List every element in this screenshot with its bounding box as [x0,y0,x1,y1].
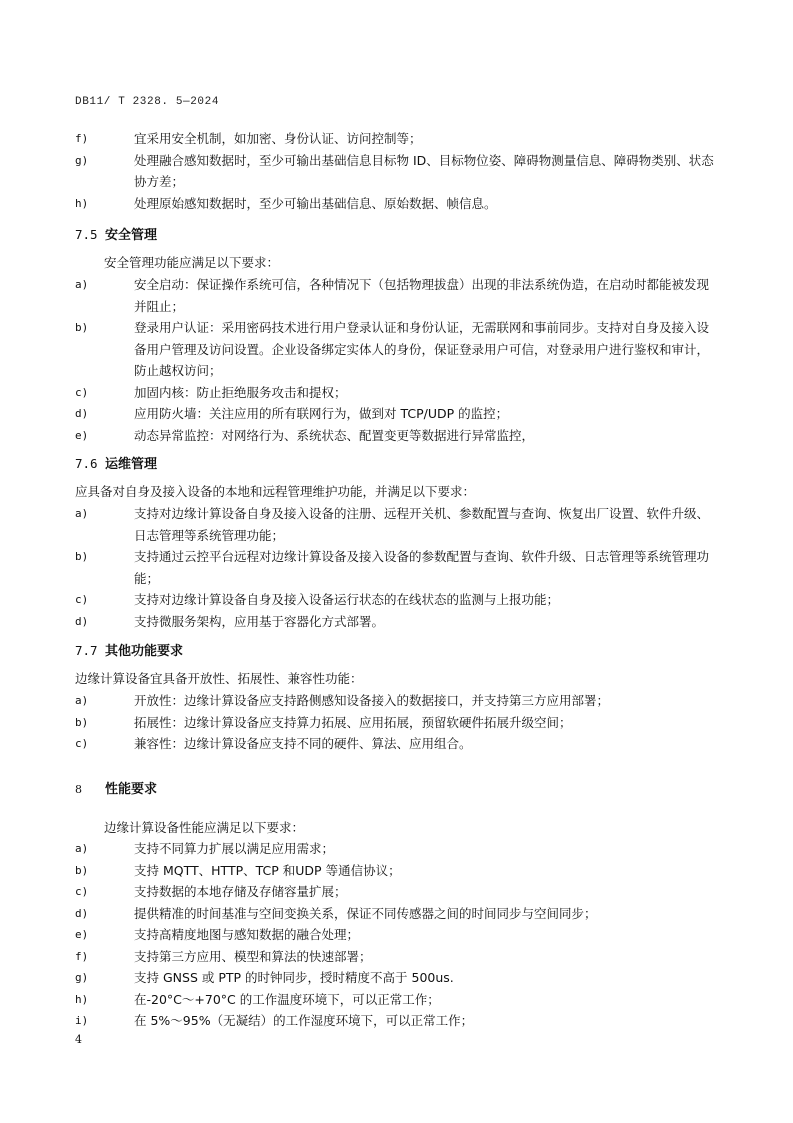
list-text: 处理原始感知数据时，至少可输出基础信息、原始数据、帧信息。 [134,195,497,211]
section-heading-7-7 [75,640,183,659]
list-text: 安全启动：保证操作系统可信，各种情况下（包括物理拔盘）出现的非法系统伪造，在启动时都能被发现并阻止； [134,277,710,314]
list-item [75,274,715,317]
list-item [75,860,715,882]
list-item [75,733,715,755]
list-marker: i) [75,1014,89,1027]
list-text: 处理融合感知数据时，至少可输出基础信息目标物 ID、目标物位姿、障碍物测量信息、障碍物类别、状态协方差； [134,152,714,189]
list-text: 在-20°C～+70°C 的工作温度环境下，可以正常工作； [134,991,440,1007]
list-marker: c) [75,737,89,750]
document-code-header: DB11/ T 2328. 5—2024 [75,96,220,108]
list-marker: e) [75,428,89,442]
list-marker: f) [75,132,89,145]
list-marker: c) [75,885,89,898]
list-marker: a) [75,507,89,520]
section-title: 安全管理 [105,228,158,243]
list-text: 支持 GNSS 或 PTP 的时钟同步，授时精度不高于 500us. [134,970,454,985]
list-marker: h) [75,196,89,210]
list-marker: b) [75,863,89,877]
list-marker: h) [75,992,89,1006]
list-text: 拓展性：边缘计算设备应支持算力拓展、应用拓展，预留软硬件拓展升级空间； [134,714,572,730]
list-marker: g) [75,153,89,167]
section-number: 7.5 [75,227,98,242]
list-marker: d) [75,906,89,920]
list-item [75,382,715,404]
list-text: 支持对边缘计算设备自身及接入设备运行状态的在线状态的监测与上报功能； [134,592,560,607]
list-text: 支持第三方应用、模型和算法的快速部署； [134,948,372,964]
section-intro: 应具备对自身及接入设备的本地和远程管理维护功能，并满足以下要求： [75,484,476,499]
list-text: 支持 MQTT、HTTP、TCP 和UDP 等通信协议； [134,862,401,878]
section-number: 8 [75,783,82,796]
list-marker: b) [75,321,89,334]
list-item [75,712,715,734]
list-text: 开放性：边缘计算设备应支持路侧感知设备接入的数据接口，并支持第三方应用部署； [134,693,610,708]
list-marker: b) [75,550,89,563]
list-text: 加固内核：防止拒绝服务攻击和提权； [134,384,347,400]
section-heading-7-5 [75,224,157,243]
section-title: 性能要求 [105,782,158,797]
list-item [75,589,715,611]
list-text: 支持高精度地图与感知数据的融合处理； [134,927,360,942]
list-item [75,838,715,860]
section-number: 7.7 [75,643,98,658]
section-intro: 安全管理功能应满足以下要求： [104,255,280,270]
list-text: 提供精准的时间基准与空间变换关系，保证不同传感器之间的时间同步与空间同步； [134,905,597,921]
list-text: 支持不同算力扩展以满足应用需求； [134,841,335,856]
section-7-7-list [75,690,715,755]
list-item [75,989,715,1011]
section-8-list [75,838,715,1032]
list-text: 支持通过云控平台远程对边缘计算设备及接入设备的参数配置与查询、软件升级、日志管理等系统管理功能； [134,549,710,586]
list-marker: d) [75,614,89,628]
section-title: 其他功能要求 [105,644,184,659]
list-marker: a) [75,694,89,707]
list-item [75,967,715,989]
list-text: 支持对边缘计算设备自身及接入设备的注册、远程开关机、参数配置与查询、恢复出厂设置、软件升级、日志管理等系统管理功能； [134,506,710,543]
list-item [75,403,715,425]
top-list [75,128,715,214]
list-text: 支持微服务架构，应用基于容器化方式部署。 [134,613,385,629]
page-number: 4 [75,1033,82,1046]
list-text: 支持数据的本地存储及存储容量扩展； [134,884,347,899]
list-marker: g) [75,971,89,984]
section-heading-7-6 [75,453,157,472]
section-7-5-list [75,274,715,446]
list-marker: e) [75,928,89,941]
list-text: 在 5%～95%（无凝结）的工作湿度环境下，可以正常工作； [134,1013,474,1028]
list-item [75,317,715,382]
list-item [75,924,715,946]
section-7-6-list [75,503,715,632]
list-item [75,1010,715,1032]
list-item [75,128,715,150]
list-item [75,193,715,215]
list-marker: a) [75,842,89,855]
list-item [75,503,715,546]
list-item [75,611,715,633]
list-item [75,425,715,447]
list-text: 兼容性：边缘计算设备应支持不同的硬件、算法、应用组合。 [134,736,472,751]
list-item [75,946,715,968]
list-marker: b) [75,715,89,729]
list-item [75,546,715,589]
list-marker: f) [75,949,89,963]
list-text: 登录用户认证：采用密码技术进行用户登录认证和身份认证，无需联网和事前同步。支持对自身及接入设备用户管理及访问设置。企业设备绑定实体人的身份，保证登录用户可信，对登录用户进行鉴权和审计，防止越权访问； [134,320,710,378]
list-text: 宜采用安全机制，如加密、身份认证、访问控制等； [134,131,422,146]
section-title: 运维管理 [105,457,158,472]
list-marker: a) [75,278,89,291]
list-text: 应用防火墙：关注应用的所有联网行为，做到对 TCP/UDP 的监控； [134,406,509,421]
list-marker: d) [75,407,89,420]
list-item [75,690,715,712]
list-marker: c) [75,593,89,606]
list-item [75,150,715,193]
section-intro: 边缘计算设备宜具备开放性、拓展性、兼容性功能： [75,671,363,686]
section-intro: 边缘计算设备性能应满足以下要求： [104,820,305,835]
chapter-heading-8 [75,778,157,797]
list-marker: c) [75,385,89,399]
list-item [75,903,715,925]
list-text: 动态异常监控：对网络行为、系统状态、配置变更等数据进行异常监控， [134,427,535,443]
section-number: 7.6 [75,456,98,471]
list-item [75,881,715,903]
